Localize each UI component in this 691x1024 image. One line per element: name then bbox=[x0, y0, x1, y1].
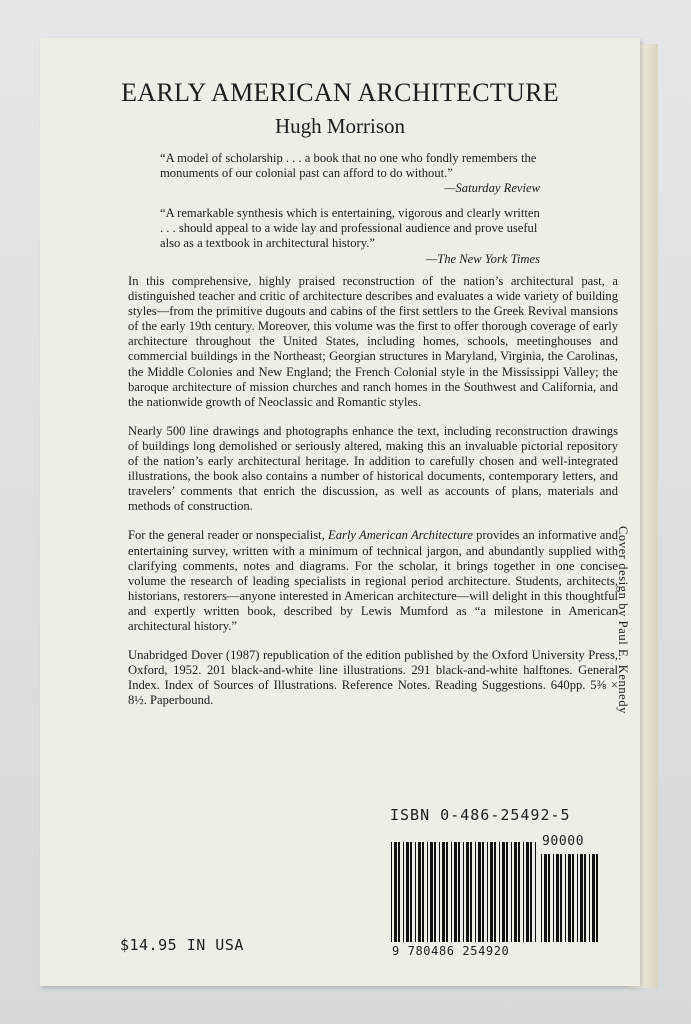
barcode-bar bbox=[565, 854, 566, 942]
barcode-bar bbox=[482, 842, 484, 942]
barcode-bar bbox=[394, 842, 397, 942]
cover-design-credit: Cover design by Paul E. Kennedy bbox=[616, 526, 630, 715]
barcode-bar bbox=[584, 854, 586, 942]
barcode-bar bbox=[487, 842, 488, 942]
barcode-bar bbox=[530, 842, 532, 942]
barcode-bar bbox=[548, 854, 550, 942]
barcode-bar bbox=[427, 842, 428, 942]
description-paragraph-2: Nearly 500 line drawings and photographs enhance the text, including reconstruction drawings of buildings long demolished or seriously altered, making this an invaluable pictorial repository of the nation’s early architectural heritage. In addition to carefully chosen and well-integrated illustrations, the book also contains a number of historical documents, contemporary letters, and travelers’ comments that enrich the discussion, as well as accounts of plans, materials and methods of construction. bbox=[128, 423, 618, 514]
barcode-bar bbox=[502, 842, 505, 942]
book-author: Hugh Morrison bbox=[274, 114, 406, 138]
quote-source: —The New York Times bbox=[426, 251, 540, 266]
barcode-bar bbox=[553, 854, 554, 942]
barcode-bar bbox=[434, 842, 436, 942]
quote-text: “A remarkable synthesis which is entertaining, vigorous and clearly written . . . should appeal to a wide lay and professional audience and prove useful also as a textbook in architectural history.” bbox=[160, 206, 540, 251]
barcode-bar bbox=[511, 842, 512, 942]
publication-details: Unabridged Dover (1987) republication of the edition published by the Oxford University Press, Oxford, 1952. 201 black-and-white line illustrations. 291 black-and-white halftones. General Index. Index of Sources of Illustrations. Reference Notes. Reading Suggestions. 640pp. 5⅜ × 8½. Paperbound. bbox=[128, 648, 618, 708]
paragraph-3-start: For the general reader or nonspecialist, bbox=[128, 528, 329, 543]
barcode-bar bbox=[391, 842, 392, 942]
description-paragraph-3 bbox=[128, 528, 618, 634]
barcode-bar bbox=[568, 854, 571, 942]
back-cover bbox=[40, 38, 640, 986]
barcode-bar bbox=[406, 842, 409, 942]
isbn: ISBN 0-486-25492-5 bbox=[390, 806, 571, 824]
barcode-bar bbox=[430, 842, 433, 942]
barcode-addon bbox=[540, 854, 602, 942]
barcode-bar bbox=[544, 854, 547, 942]
barcode-digits: 9 780486 254920 bbox=[392, 944, 510, 958]
barcode-bar bbox=[518, 842, 520, 942]
barcode-bar bbox=[556, 854, 559, 942]
book-title: EARLY AMERICAN ARCHITECTURE bbox=[121, 78, 559, 107]
barcode-bar bbox=[422, 842, 424, 942]
barcode-addon-digits: 90000 bbox=[542, 834, 585, 849]
barcode-bar bbox=[514, 842, 517, 942]
barcode-bar bbox=[499, 842, 500, 942]
barcode-bar bbox=[494, 842, 496, 942]
italic-book-title: Early American Architecture bbox=[328, 528, 473, 543]
barcode-bar bbox=[478, 842, 481, 942]
barcode-bar bbox=[535, 842, 536, 942]
barcode-bar bbox=[454, 842, 457, 942]
review-quote-2 bbox=[160, 206, 540, 267]
barcode-bar bbox=[446, 842, 448, 942]
barcode-bar bbox=[415, 842, 416, 942]
price: $14.95 IN USA bbox=[120, 936, 244, 954]
barcode-bar bbox=[577, 854, 578, 942]
barcode-bar bbox=[418, 842, 421, 942]
barcode-bar bbox=[463, 842, 464, 942]
barcode-bar bbox=[589, 854, 590, 942]
barcode-bar bbox=[451, 842, 452, 942]
barcode-bar bbox=[572, 854, 574, 942]
barcode-bar bbox=[560, 854, 562, 942]
barcode-bar bbox=[580, 854, 583, 942]
barcode-bar bbox=[398, 842, 400, 942]
barcode-bar bbox=[439, 842, 440, 942]
quote-source: —Saturday Review bbox=[444, 181, 540, 196]
description-paragraph-1: In this comprehensive, highly praised reconstruction of the nation’s architectural past, a distinguished teacher and critic of architecture describes and evaluates a wide variety of building styles—from the primitive dugouts and cabins of the first settlers to the Greek Revival mansions of the early 19th century. Moreover, this volume was the first to offer thorough coverage of early architecture throughout the United States, including homes, schools, meetinghouses and commercial buildings in the Northeast; Georgian structures in Maryland, Virginia, the Carolinas, the Middle Colonies and New England; the French Colonial style in the Mississippi Valley; the baroque architecture of mission churches and ranch homes in the Southwest and California, and the nationwide growth of Neoclassic and Romantic styles. bbox=[128, 274, 618, 409]
quote-text: “A model of scholarship . . . a book that no one who fondly remembers the monuments of our colonial past can afford to do without.” bbox=[160, 151, 537, 181]
barcode-bar bbox=[506, 842, 508, 942]
review-quote-1 bbox=[160, 151, 540, 197]
barcode-bar bbox=[490, 842, 493, 942]
barcode-bar bbox=[541, 854, 542, 942]
barcode-bar bbox=[523, 842, 524, 942]
barcode-bar bbox=[410, 842, 412, 942]
barcode-bar bbox=[596, 854, 598, 942]
barcode-bar bbox=[442, 842, 445, 942]
barcode-bar bbox=[470, 842, 472, 942]
barcode-bar bbox=[466, 842, 469, 942]
barcode-bar bbox=[403, 842, 404, 942]
paragraph-3-end: provides an informative and entertaining survey, written with a minimum of technical jargon, and abundantly supplied with clarifying comments, notes and diagrams. For the scholar, it brings together in one concise volume the research of leading specialists in regional period architecture. Students, architects, historians, restorers—anyone interested in American architecture—will delight in this thoughtful and expertly written book, described by Lewis Mumford as “a milestone in American architectural history.” bbox=[128, 528, 618, 633]
barcode-bar bbox=[458, 842, 460, 942]
barcode-bar bbox=[475, 842, 476, 942]
barcode bbox=[390, 842, 540, 942]
barcode-bar bbox=[526, 842, 529, 942]
barcode-bar bbox=[592, 854, 595, 942]
description-body bbox=[128, 274, 618, 722]
